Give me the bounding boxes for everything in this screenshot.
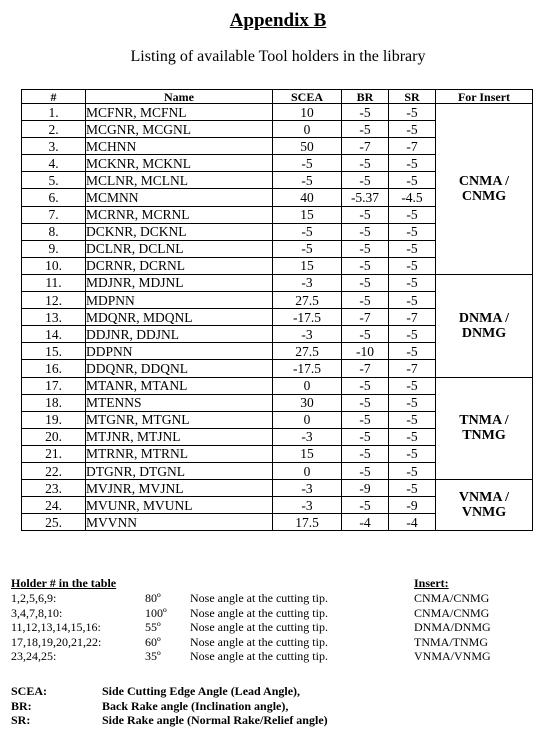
cell-num: 13. <box>22 309 86 326</box>
table-header-row <box>22 90 533 104</box>
cell-br: -5 <box>342 223 389 240</box>
holder-ids: 11,12,13,14,15,16: <box>11 620 101 635</box>
cell-name: MDJNR, MDJNL <box>86 274 273 291</box>
cell-name: MCHNN <box>86 138 273 155</box>
cell-sr: -5 <box>389 223 436 240</box>
nose-angle-desc: Nose angle at the cutting tip. <box>190 634 328 649</box>
cell-sr: -9 <box>389 497 436 514</box>
cell-name: DDPNN <box>86 343 273 360</box>
cell-num: 16. <box>22 360 86 377</box>
cell-name: MDQNR, MDQNL <box>86 309 273 326</box>
cell-scea: 15 <box>273 445 342 462</box>
cell-num: 12. <box>22 292 86 309</box>
cell-num: 9. <box>22 240 86 257</box>
cell-insert-group <box>436 480 533 531</box>
cell-num: 18. <box>22 394 86 411</box>
cell-num: 19. <box>22 411 86 428</box>
cell-name: MTGNR, MTGNL <box>86 411 273 428</box>
nose-angle: 55º <box>145 620 161 635</box>
cell-br: -5 <box>342 257 389 274</box>
cell-sr: -5 <box>389 274 436 291</box>
cell-insert-group <box>436 104 533 275</box>
cell-num: 10. <box>22 257 86 274</box>
cell-sr: -5 <box>389 155 436 172</box>
cell-sr: -5 <box>389 326 436 343</box>
definition-text: Back Rake angle (Inclination angle), <box>102 698 289 713</box>
cell-scea: 27.5 <box>273 343 342 360</box>
cell-num: 22. <box>22 462 86 479</box>
cell-br: -5 <box>342 462 389 479</box>
cell-name: DCKNR, DCKNL <box>86 223 273 240</box>
cell-name: MCFNR, MCFNL <box>86 104 273 121</box>
cell-name: DDJNR, DDJNL <box>86 326 273 343</box>
cell-scea: -3 <box>273 497 342 514</box>
cell-scea: -17.5 <box>273 309 342 326</box>
cell-br: -5 <box>342 155 389 172</box>
cell-br: -5 <box>342 292 389 309</box>
nose-angle-desc: Nose angle at the cutting tip. <box>190 591 328 605</box>
cell-name: MVUNR, MVUNL <box>86 497 273 514</box>
cell-insert-group <box>436 274 533 377</box>
cell-sr: -5 <box>389 411 436 428</box>
cell-scea: 0 <box>273 462 342 479</box>
cell-br: -5 <box>342 104 389 121</box>
cell-num: 8. <box>22 223 86 240</box>
cell-num: 25. <box>22 514 86 531</box>
cell-sr: -5 <box>389 172 436 189</box>
definition-term: SCEA: <box>11 684 48 698</box>
cell-scea: 15 <box>273 257 342 274</box>
cell-name: MCRNR, MCRNL <box>86 206 273 223</box>
page-subtitle: Listing of available Tool holders in the library <box>130 48 426 65</box>
cell-sr: -7 <box>389 309 436 326</box>
nose-angle: 80º <box>145 591 161 605</box>
col-header-name: Name <box>86 90 273 104</box>
cell-name: MTANR, MTANL <box>86 377 273 394</box>
tool-holder-table <box>21 89 533 531</box>
table-row <box>22 104 533 121</box>
definition-term: SR: <box>11 713 31 727</box>
cell-num: 24. <box>22 497 86 514</box>
cell-num: 1. <box>22 104 86 121</box>
col-header-scea: SCEA <box>273 90 342 104</box>
cell-sr: -5 <box>389 377 436 394</box>
cell-num: 11. <box>22 274 86 291</box>
cell-scea: -5 <box>273 240 342 257</box>
cell-br: -5 <box>342 394 389 411</box>
cell-br: -5 <box>342 206 389 223</box>
cell-name: MDPNN <box>86 292 273 309</box>
cell-scea: 17.5 <box>273 514 342 531</box>
cell-name: MVVNN <box>86 514 273 531</box>
cell-name: MCGNR, MCGNL <box>86 121 273 138</box>
cell-num: 5. <box>22 172 86 189</box>
cell-br: -5 <box>342 121 389 138</box>
cell-br: -5 <box>342 377 389 394</box>
cell-name: DTGNR, DTGNL <box>86 462 273 479</box>
cell-sr: -5 <box>389 292 436 309</box>
cell-sr: -5 <box>389 257 436 274</box>
cell-scea: -3 <box>273 428 342 445</box>
cell-sr: -7 <box>389 138 436 155</box>
cell-sr: -5 <box>389 206 436 223</box>
cell-name: DCLNR, DCLNL <box>86 240 273 257</box>
insert-line-2: CNMG <box>461 188 507 204</box>
cell-name: MTENNS <box>86 394 273 411</box>
cell-num: 20. <box>22 428 86 445</box>
cell-scea: 15 <box>273 206 342 223</box>
insert-section-header: Insert: <box>414 576 449 590</box>
cell-br: -5 <box>342 172 389 189</box>
definition-text: Side Rake angle (Normal Rake/Relief angle) <box>102 713 328 727</box>
insert-type: DNMA/DNMG <box>414 620 491 635</box>
nose-angle: 100º <box>145 605 167 620</box>
nose-angle: 60º <box>145 634 161 649</box>
cell-scea: -3 <box>273 480 342 497</box>
cell-name: DCRNR, DCRNL <box>86 257 273 274</box>
col-header-br: BR <box>342 90 389 104</box>
page-title: Appendix B <box>229 10 327 31</box>
cell-sr: -5 <box>389 240 436 257</box>
cell-sr: -5 <box>389 104 436 121</box>
cell-br: -5 <box>342 428 389 445</box>
cell-sr: -7 <box>389 360 436 377</box>
cell-br: -4 <box>342 514 389 531</box>
cell-scea: -5 <box>273 155 342 172</box>
cell-br: -5 <box>342 445 389 462</box>
holder-section-header: Holder # in the table <box>11 576 117 590</box>
cell-num: 7. <box>22 206 86 223</box>
cell-br: -5 <box>342 497 389 514</box>
insert-line-1: DNMA / <box>458 310 510 326</box>
definition-term: BR: <box>11 698 32 713</box>
cell-br: -5 <box>342 326 389 343</box>
cell-sr: -5 <box>389 343 436 360</box>
cell-name: MVJNR, MVJNL <box>86 480 273 497</box>
cell-sr: -5 <box>389 480 436 497</box>
insert-type: CNMA/CNMG <box>414 591 490 605</box>
table-row <box>22 274 533 291</box>
cell-br: -7 <box>342 309 389 326</box>
nose-angle-desc: Nose angle at the cutting tip. <box>190 649 328 664</box>
cell-scea: 0 <box>273 121 342 138</box>
cell-scea: -5 <box>273 223 342 240</box>
col-header-sr: SR <box>389 90 436 104</box>
cell-sr: -5 <box>389 394 436 411</box>
table-row <box>22 480 533 497</box>
nose-angle: 35º <box>145 649 161 664</box>
cell-sr: -5 <box>389 121 436 138</box>
cell-br: -7 <box>342 360 389 377</box>
holder-ids: 17,18,19,20,21,22: <box>11 634 102 649</box>
cell-scea: -17.5 <box>273 360 342 377</box>
nose-angle-desc: Nose angle at the cutting tip. <box>190 620 328 635</box>
insert-line-2: VNMG <box>461 505 507 521</box>
cell-insert-group <box>436 377 533 480</box>
cell-scea: 0 <box>273 377 342 394</box>
cell-sr: -4.5 <box>389 189 436 206</box>
insert-line-2: TNMG <box>462 428 506 444</box>
cell-scea: 50 <box>273 138 342 155</box>
cell-name: MCLNR, MCLNL <box>86 172 273 189</box>
table-row <box>22 377 533 394</box>
holder-ids: 23,24,25: <box>11 649 57 664</box>
cell-name: MTJNR, MTJNL <box>86 428 273 445</box>
cell-scea: 40 <box>273 189 342 206</box>
insert-line-1: VNMA / <box>458 490 510 506</box>
cell-br: -9 <box>342 480 389 497</box>
col-header-insert: For Insert <box>436 90 533 104</box>
cell-name: MCKNR, MCKNL <box>86 155 273 172</box>
cell-num: 14. <box>22 326 86 343</box>
cell-num: 23. <box>22 480 86 497</box>
cell-num: 4. <box>22 155 86 172</box>
cell-scea: -5 <box>273 172 342 189</box>
insert-type: VNMA/VNMG <box>414 649 491 664</box>
insert-line-2: DNMG <box>461 325 507 341</box>
cell-scea: 10 <box>273 104 342 121</box>
cell-br: -7 <box>342 138 389 155</box>
holder-ids: 1,2,5,6,9: <box>11 591 57 605</box>
cell-sr: -5 <box>389 428 436 445</box>
insert-line-1: CNMA / <box>458 173 510 189</box>
cell-sr: -4 <box>389 514 436 531</box>
col-header-num: # <box>22 90 86 104</box>
cell-br: -5.37 <box>342 189 389 206</box>
cell-scea: 30 <box>273 394 342 411</box>
cell-num: 15. <box>22 343 86 360</box>
cell-num: 3. <box>22 138 86 155</box>
cell-scea: -3 <box>273 274 342 291</box>
cell-num: 2. <box>22 121 86 138</box>
cell-name: DDQNR, DDQNL <box>86 360 273 377</box>
cell-name: MTRNR, MTRNL <box>86 445 273 462</box>
definition-text: Side Cutting Edge Angle (Lead Angle), <box>102 684 301 698</box>
insert-line-1: TNMA / <box>459 413 509 429</box>
cell-sr: -5 <box>389 462 436 479</box>
nose-angle-desc: Nose angle at the cutting tip. <box>190 605 328 620</box>
cell-sr: -5 <box>389 445 436 462</box>
cell-br: -10 <box>342 343 389 360</box>
insert-type: TNMA/TNMG <box>414 634 488 649</box>
cell-br: -5 <box>342 240 389 257</box>
cell-br: -5 <box>342 411 389 428</box>
cell-scea: 27.5 <box>273 292 342 309</box>
cell-name: MCMNN <box>86 189 273 206</box>
holder-ids: 3,4,7,8,10: <box>11 605 63 620</box>
cell-num: 17. <box>22 377 86 394</box>
insert-type: CNMA/CNMG <box>414 605 490 620</box>
cell-scea: 0 <box>273 411 342 428</box>
cell-scea: -3 <box>273 326 342 343</box>
cell-br: -5 <box>342 274 389 291</box>
cell-num: 6. <box>22 189 86 206</box>
cell-num: 21. <box>22 445 86 462</box>
